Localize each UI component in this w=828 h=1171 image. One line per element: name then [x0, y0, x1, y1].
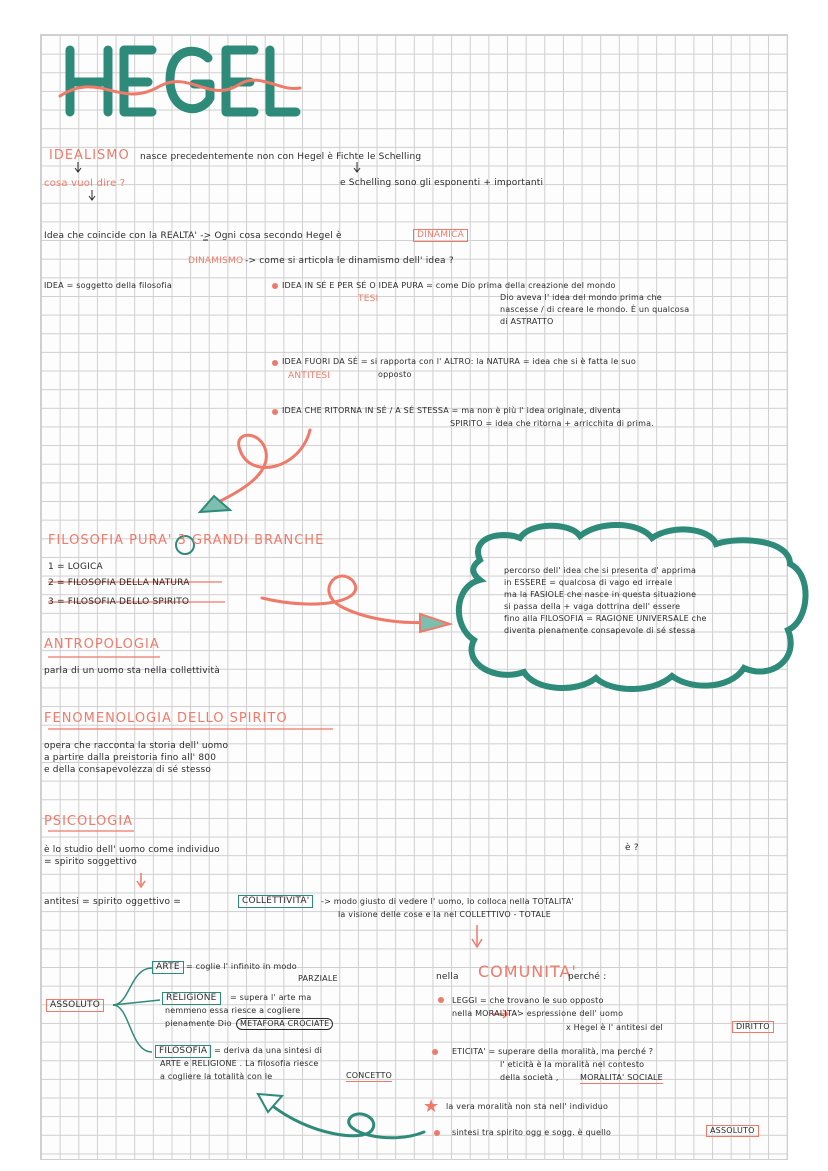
- loop-arrow: [262, 576, 450, 632]
- comunita-pre: nella: [436, 972, 459, 982]
- eticita-line-2: l' eticità è la moralità nel contesto: [500, 1060, 645, 1069]
- psicologia-line-1: è lo studio dell' uomo come individuo: [44, 845, 220, 855]
- bullet-dot: [434, 1130, 440, 1136]
- eticita-line-3: della società ,: [500, 1073, 559, 1082]
- svg-text:★: ★: [423, 1096, 440, 1117]
- fenomenologia-line: a partire dalla preistoria fino all' 800: [44, 753, 217, 763]
- religione-box: RELIGIONE: [162, 992, 221, 1005]
- filosofia-line-3: a cogliere la totalità con le: [160, 1072, 273, 1081]
- assoluto-box: ASSOLUTO: [46, 999, 104, 1012]
- collettivita-line-2: la visione delle cose e la nel COLLETTIVO - TOTALE: [338, 910, 552, 919]
- bullet-dot: [272, 283, 278, 289]
- diritto-box: DIRITTO: [732, 1021, 774, 1033]
- antitesi-tag: ANTITESI: [288, 371, 331, 381]
- branch-item: 2 = FILOSOFIA DELLA NATURA: [48, 578, 190, 588]
- cloud-line: ma la FASIOLE che nasce in questa situazione: [504, 590, 697, 599]
- assoluto-final-box: ASSOLUTO: [706, 1125, 759, 1137]
- cloud-line: in ESSERE = qualcosa di vago ed irreale: [504, 578, 673, 587]
- metafora-tag: METAFORA CROCIATE: [236, 1018, 333, 1030]
- psicologia-heading: PSICOLOGIA: [44, 814, 134, 829]
- tesi-line-3: nascesse / di creare le mondo. È un qualcosa: [500, 305, 690, 314]
- antitesi-line: antitesi = spirito oggettivo =: [44, 897, 182, 907]
- hegel-antitesi-line: x Hegel è l' antitesi del: [566, 1023, 663, 1032]
- moralita-sociale: MORALITA' SOCIALE: [580, 1073, 663, 1082]
- fenomenologia-line: e della consapevolezza di sé stesso: [44, 765, 212, 775]
- eticita-line: ETICITA' = superare della moralità, ma perché ?: [452, 1047, 654, 1056]
- cloud-line: percorso dell' idea che si presenta d' apprima: [504, 566, 697, 575]
- moralita-line: nella MORALITA': [452, 1009, 520, 1018]
- branch-item: 3 = FILOSOFIA DELLO SPIRITO: [48, 597, 190, 607]
- tesi-title: IDEA IN SÉ E PER SÉ O IDEA PURA = come Dio prima della creazione del mondo: [282, 281, 616, 290]
- bullet-dot: [438, 997, 444, 1003]
- arte-line-1: = coglie l' infinito in modo: [186, 962, 297, 971]
- leggi-line: LEGGI = che trovano le suo opposto: [452, 996, 604, 1005]
- collettivita-box: COLLETTIVITA': [238, 895, 313, 908]
- idea-line-1: Idea che coincide con la REALTA' -> Ogni cosa secondo Hegel è: [44, 231, 342, 241]
- antropologia-heading: ANTROPOLOGIA: [44, 637, 160, 652]
- hegel-title-art: [60, 50, 300, 112]
- concetto-tag: CONCETTO: [346, 1071, 393, 1080]
- sintesi-line-2: SPIRITO = idea che ritorna + arricchita di prima.: [450, 419, 654, 428]
- comunita-post: perché :: [568, 972, 607, 982]
- intro-line-2: e Schelling sono gli esponenti + importanti: [340, 178, 544, 188]
- religione-line-2: nemmeno essa riesce a cogliere: [165, 1006, 301, 1015]
- arte-box: ARTE: [152, 961, 184, 974]
- antitesi-line-2: opposto: [378, 370, 412, 379]
- psicologia-line-2: = spirito soggettivo: [44, 857, 137, 867]
- religione-line-3: pienamente Dio: [165, 1019, 232, 1028]
- idea-soggetto: IDEA = soggetto della filosofia: [44, 281, 172, 290]
- idealismo-heading: IDEALISMO: [49, 148, 130, 163]
- collettivita-arrow-text: -> modo giusto di vedere l' uomo, lo colloca nella TOTALITA': [321, 897, 574, 906]
- intro-question: cosa vuol dire ?: [44, 178, 126, 189]
- cloud-line: fino alla FILOSOFIA = RAGIONE UNIVERSALE che: [504, 614, 707, 623]
- cloud-line: si passa della + vaga dottrina dell' essere: [504, 602, 681, 611]
- comunita-heading: COMUNITA': [478, 962, 577, 981]
- cloud-line: diventa pienamente consapevole di sé stessa: [504, 626, 696, 635]
- bullet-dot: [272, 360, 278, 366]
- fenomenologia-line: opera che racconta la storia dell' uomo: [44, 741, 229, 751]
- bottom-arrow: [258, 1094, 424, 1138]
- espressione-line: -> espressione dell' uomo: [514, 1009, 624, 1018]
- swirl-arrow: [200, 430, 310, 512]
- arte-line-2: PARZIALE: [298, 974, 338, 983]
- branch-item: 1 = LOGICA: [48, 562, 103, 572]
- page-title-overlay: [140, 72, 141, 83]
- filosofia-box: FILOSOFIA: [155, 1045, 211, 1058]
- bullet-dot: [432, 1049, 438, 1055]
- sintesi-note: sintesi tra spirito ogg e sogg. è quello: [452, 1128, 612, 1137]
- star-note: la vera moralità non sta nell' individuo: [446, 1102, 609, 1111]
- side-note: è ?: [625, 843, 639, 853]
- dinamismo-label: DINAMISMO: [188, 256, 244, 266]
- antropologia-text: parla di un uomo sta nella collettività: [44, 666, 220, 676]
- sintesi-title: IDEA CHE RITORNA IN SÉ / A SÉ STESSA = ma non è più l' idea originale, diventa: [282, 406, 621, 415]
- bullet-dot: [272, 409, 278, 415]
- filosofia-line-1: = deriva da una sintesi di: [214, 1046, 323, 1055]
- antitesi-title: IDEA FUORI DA SÉ = si rapporta con l' ALTRO: la NATURA = idea che si è fatta le suo: [282, 357, 636, 366]
- dinamica-box: DINAMICA: [413, 229, 468, 242]
- intro-line-1: nasce precedentemente non con Hegel è Fichte le Schelling: [140, 152, 422, 162]
- idea-line-2: -> come si articola le dinamismo dell' idea ?: [245, 256, 454, 266]
- fenomenologia-heading: FENOMENOLOGIA DELLO SPIRITO: [44, 711, 288, 726]
- page-title: [70, 40, 71, 51]
- tesi-line-4: di ASTRATTO: [500, 317, 554, 326]
- filosofia-heading: FILOSOFIA PURA' 3 GRANDI BRANCHE: [48, 533, 325, 548]
- tesi-tag: TESI: [358, 294, 379, 304]
- assoluto-bracket: [113, 968, 160, 1052]
- filosofia-line-2: ARTE e RELIGIONE . La filosofia riesce: [160, 1059, 319, 1068]
- religione-line-1: = supera l' arte ma: [230, 993, 312, 1002]
- tesi-line-2: Dio aveva l' idea del mondo prima che: [500, 293, 662, 302]
